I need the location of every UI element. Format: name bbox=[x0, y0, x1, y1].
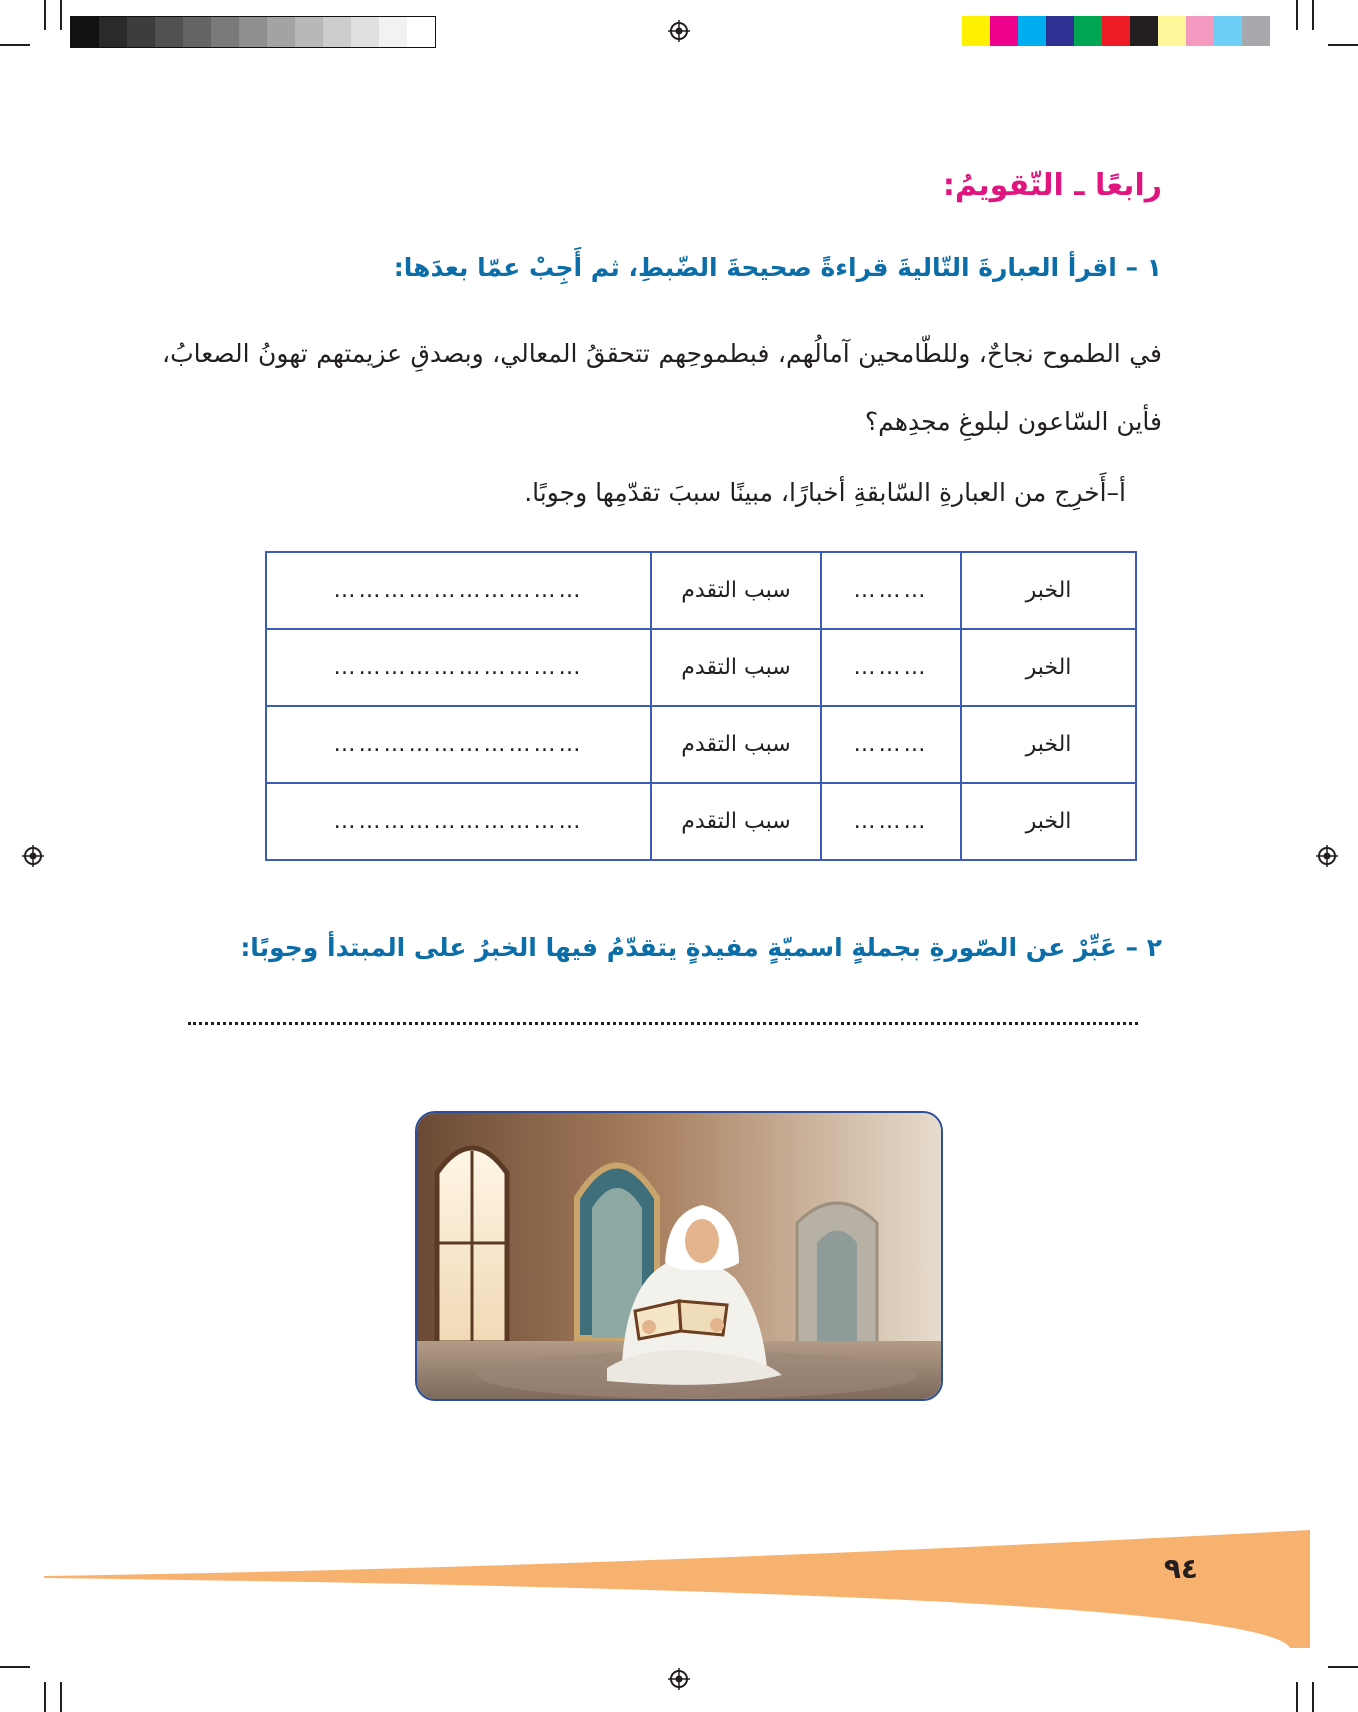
predicate-label: الخبر bbox=[961, 629, 1136, 706]
table-row bbox=[266, 552, 1136, 629]
registration-mark-icon bbox=[668, 1668, 690, 1690]
question-1-title: ١ – اقرأ العبارةَ التّاليةَ قراءةً صحيحةَ الضّبطِ، ثم أَجِبْ عمّا بعدَها: bbox=[393, 253, 1162, 282]
registration-mark-icon bbox=[1316, 845, 1338, 867]
reason-blank[interactable]: ………………………… bbox=[266, 706, 651, 783]
footer-band bbox=[0, 1528, 1358, 1648]
predicate-blank[interactable]: ……… bbox=[821, 552, 961, 629]
predicate-blank[interactable]: ……… bbox=[821, 783, 961, 860]
reason-label: سبب التقدم bbox=[651, 706, 821, 783]
gray-calibration-strip bbox=[70, 16, 436, 48]
table-row bbox=[266, 706, 1136, 783]
question-2-title: ٢ – عَبِّرْ عن الصّورةِ بجملةٍ اسميّةٍ مفيدةٍ يتقدّمُ فيها الخبرُ على المبتدأ وجوبًا: bbox=[240, 933, 1162, 962]
registration-mark-icon bbox=[22, 845, 44, 867]
table-row bbox=[266, 629, 1136, 706]
answer-dotted-line[interactable] bbox=[188, 1012, 1138, 1025]
table-row bbox=[266, 783, 1136, 860]
reason-label: سبب التقدم bbox=[651, 783, 821, 860]
question-1-sub-a: أ–أَخرِج من العبارةِ السّابقةِ أخبارًا، مبينًا سببَ تقدّمِها وجوبًا. bbox=[524, 478, 1126, 507]
question-1-passage: في الطموح نجاحٌ، وللطّامحين آمالُهم، فبطموحِهم تتحققُ المعالي، وبصدقِ عزيمتهم تهونُ الصعابُ، فأين السّاعون لبلوغِ مجدِهم؟ bbox=[162, 339, 1162, 436]
reason-blank[interactable]: ………………………… bbox=[266, 552, 651, 629]
reason-blank[interactable]: ………………………… bbox=[266, 783, 651, 860]
section-title: رابعًا ـ التّقويمُ: bbox=[942, 168, 1162, 203]
reason-label: سبب التقدم bbox=[651, 629, 821, 706]
predicate-label: الخبر bbox=[961, 783, 1136, 860]
boy-reading-quran-illustration bbox=[415, 1111, 943, 1401]
illustration-drawing bbox=[417, 1113, 941, 1399]
predicate-blank[interactable]: ……… bbox=[821, 706, 961, 783]
reason-label: سبب التقدم bbox=[651, 552, 821, 629]
color-calibration-strip bbox=[962, 16, 1270, 46]
page-number: ٩٤ bbox=[1163, 1552, 1198, 1585]
predicate-blank[interactable]: ……… bbox=[821, 629, 961, 706]
registration-mark-icon bbox=[668, 20, 690, 42]
answers-table bbox=[265, 551, 1137, 861]
reason-blank[interactable]: ………………………… bbox=[266, 629, 651, 706]
predicate-label: الخبر bbox=[961, 706, 1136, 783]
predicate-label: الخبر bbox=[961, 552, 1136, 629]
